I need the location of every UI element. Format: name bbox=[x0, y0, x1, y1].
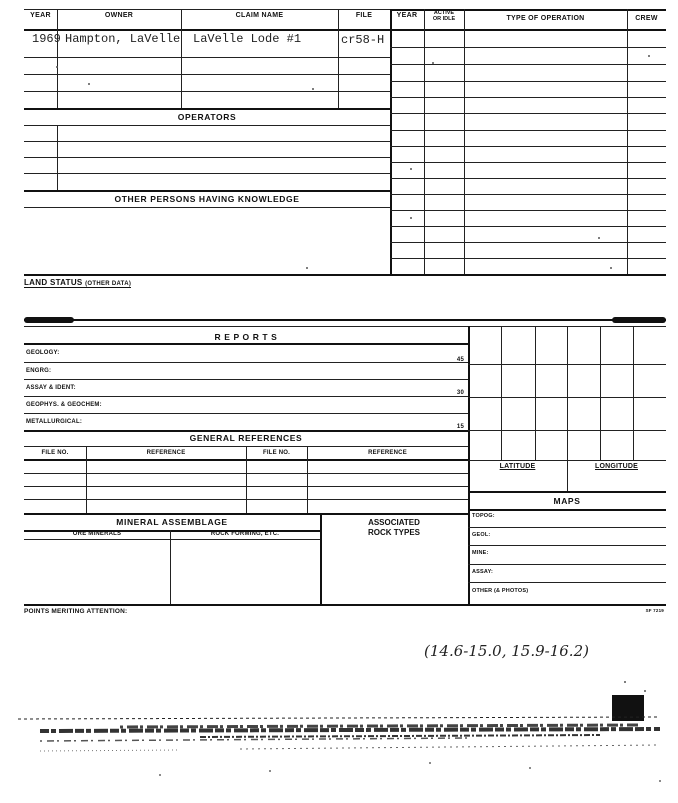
land-status-label: LAND STATUS (OTHER DATA) bbox=[24, 278, 132, 287]
reports-title: R E P O R T S bbox=[214, 332, 278, 342]
ref-file-no-1: FILE NO. bbox=[41, 450, 69, 456]
report-geophys-label: GEOPHYS. & GEOCHEM: bbox=[26, 402, 102, 408]
maps-mine-label: MINE: bbox=[472, 550, 489, 556]
header-type-of-operation: TYPE OF OPERATION bbox=[506, 15, 585, 22]
scan-noise-svg bbox=[0, 693, 678, 803]
ref-file-no-2: FILE NO. bbox=[263, 450, 290, 456]
ref-reference-2: REFERENCE bbox=[368, 450, 407, 456]
header-crew: CREW bbox=[635, 15, 658, 22]
header-year: YEAR bbox=[30, 12, 51, 19]
header-active-or-idle: ACTIVE OR IDLE bbox=[432, 10, 456, 22]
report-metallurgical-num: 15 bbox=[456, 424, 464, 430]
points-meriting-attention-label: POINTS MERITING ATTENTION: bbox=[24, 608, 128, 615]
entry-owner: Hampton, LaVelle bbox=[65, 32, 181, 46]
header-file: FILE bbox=[355, 12, 373, 19]
other-persons-label: OTHER PERSONS HAVING KNOWLEDGE bbox=[114, 194, 300, 204]
operators-label: OPERATORS bbox=[177, 112, 237, 122]
ref-reference-1: REFERENCE bbox=[146, 450, 186, 456]
rock-forming-label: ROCK FORMING, ETC. bbox=[210, 531, 280, 537]
maps-assay-label: ASSAY: bbox=[472, 569, 494, 575]
report-geology-num: 45 bbox=[456, 357, 464, 363]
report-metallurgical-label: METALLURGICAL: bbox=[26, 419, 83, 425]
report-assay-label: ASSAY & IDENT: bbox=[26, 385, 76, 391]
ore-minerals-label: ORE MINERALS bbox=[72, 531, 122, 537]
longitude-label: LONGITUDE bbox=[594, 463, 639, 470]
report-geology-label: GEOLOGY: bbox=[26, 350, 60, 356]
maps-other-label: OTHER (& PHOTOS) bbox=[472, 588, 529, 594]
entry-year: 1969 bbox=[32, 32, 61, 46]
report-assay-num: 30 bbox=[456, 390, 464, 396]
handwritten-note: (14.6-15.0, 15.9-16.2) bbox=[424, 642, 589, 660]
header-owner: OWNER bbox=[104, 12, 134, 19]
general-references-title: GENERAL REFERENCES bbox=[189, 433, 303, 443]
report-engrg-label: ENGRG: bbox=[26, 368, 52, 374]
header-year-right: YEAR bbox=[396, 12, 418, 19]
maps-geol-label: GEOL: bbox=[472, 532, 491, 538]
form-number: SF 7219 bbox=[645, 608, 664, 613]
maps-topog-label: TOPOG: bbox=[472, 513, 495, 519]
entry-file: cr58-H bbox=[341, 33, 385, 47]
maps-title: MAPS bbox=[553, 496, 581, 506]
header-claim-name: CLAIM NAME bbox=[235, 12, 284, 19]
mineral-assemblage-title: MINERAL ASSEMBLAGE bbox=[116, 517, 228, 527]
associated-rock-types-label: ASSOCIATED ROCK TYPES bbox=[367, 518, 420, 537]
latitude-label: LATITUDE bbox=[499, 463, 536, 470]
entry-claim-name: LaVelle Lode #1 bbox=[193, 32, 302, 46]
